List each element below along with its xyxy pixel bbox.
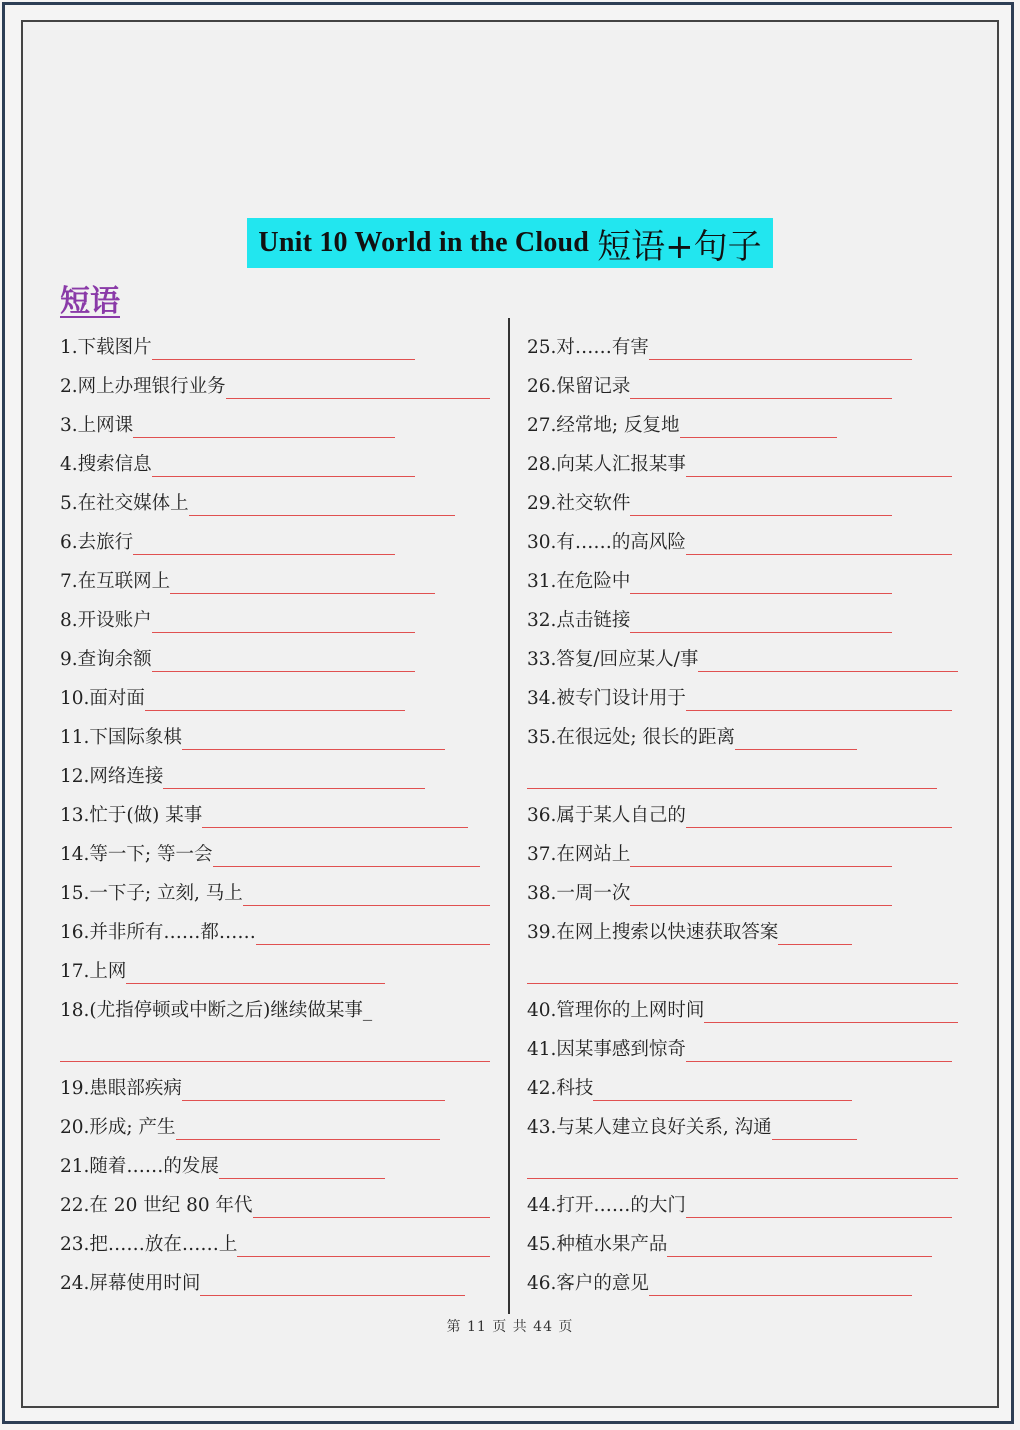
- phrase-row: [527, 402, 958, 441]
- phrase-prompt: 5.在社交媒体上: [60, 493, 189, 514]
- phrase-prompt: 15.一下子; 立刻, 马上: [60, 883, 243, 904]
- phrase-prompt: 7.在互联网上: [60, 571, 171, 592]
- phrase-row: [527, 363, 958, 402]
- phrase-row: [527, 1143, 958, 1182]
- answer-blank[interactable]: [630, 614, 892, 633]
- answer-blank[interactable]: [686, 1199, 952, 1218]
- phrase-row: [60, 1104, 490, 1143]
- phrase-prompt: 36.属于某人自己的: [527, 805, 686, 826]
- phrase-prompt: 11.下国际象棋: [60, 727, 182, 748]
- phrase-row: [527, 1221, 958, 1260]
- phrase-prompt: 38.一周一次: [527, 883, 631, 904]
- answer-blank[interactable]: [170, 575, 435, 594]
- phrase-row: [527, 1260, 958, 1299]
- answer-blank[interactable]: [686, 458, 952, 477]
- answer-blank[interactable]: [527, 770, 937, 789]
- phrase-prompt: 3.上网课: [60, 415, 134, 436]
- phrase-row: [527, 519, 958, 558]
- phrase-prompt: 19.患眼部疾病: [60, 1078, 182, 1099]
- answer-blank[interactable]: [200, 1277, 465, 1296]
- phrase-prompt: 22.在 20 世纪 80 年代: [60, 1195, 253, 1216]
- answer-blank[interactable]: [686, 809, 952, 828]
- phrase-row: [60, 324, 490, 363]
- phrase-row: [60, 519, 490, 558]
- phrase-prompt: 26.保留记录: [527, 376, 631, 397]
- phrase-row: [60, 558, 490, 597]
- right-phrase-column: [527, 324, 958, 1299]
- phrase-prompt: 20.形成; 产生: [60, 1117, 176, 1138]
- answer-blank[interactable]: [176, 1121, 440, 1140]
- phrase-row: [60, 753, 490, 792]
- phrase-prompt: 2.网上办理银行业务: [60, 376, 226, 397]
- page-footer: 第 11 页 共 44 页: [446, 1319, 574, 1335]
- phrase-row: [527, 714, 958, 753]
- answer-blank[interactable]: [630, 497, 892, 516]
- page-title: [247, 218, 773, 268]
- phrase-row: [60, 675, 490, 714]
- answer-blank[interactable]: [630, 575, 892, 594]
- phrase-row: [60, 870, 490, 909]
- answer-blank[interactable]: [189, 497, 455, 516]
- answer-blank[interactable]: [133, 419, 395, 438]
- title-english: Unit 10 World in the Cloud: [258, 227, 590, 258]
- answer-blank[interactable]: [152, 614, 415, 633]
- phrase-row: [527, 792, 958, 831]
- phrase-row: [60, 480, 490, 519]
- phrase-prompt: 44.打开……的大门: [527, 1195, 686, 1216]
- phrase-prompt: 18.(尤指停顿或中断之后)继续做某事_: [60, 1000, 373, 1021]
- phrase-prompt: 21.随着……的发展: [60, 1156, 219, 1177]
- answer-blank[interactable]: [630, 380, 892, 399]
- phrase-prompt: 32.点击链接: [527, 610, 631, 631]
- answer-blank[interactable]: [182, 731, 445, 750]
- answer-blank[interactable]: [698, 653, 958, 672]
- phrase-row: [527, 1182, 958, 1221]
- answer-blank[interactable]: [145, 692, 405, 711]
- phrase-row: [60, 402, 490, 441]
- phrase-row: [527, 831, 958, 870]
- answer-blank[interactable]: [649, 341, 912, 360]
- answer-blank[interactable]: [152, 458, 415, 477]
- answer-blank[interactable]: [735, 731, 857, 750]
- phrase-prompt: 31.在危险中: [527, 571, 631, 592]
- phrase-prompt: 45.种植水果产品: [527, 1234, 668, 1255]
- answer-blank[interactable]: [680, 419, 837, 438]
- answer-blank[interactable]: [60, 1043, 490, 1062]
- phrase-prompt: 28.向某人汇报某事: [527, 454, 686, 475]
- phrase-row: [527, 480, 958, 519]
- phrase-row: [60, 831, 490, 870]
- phrase-row: [60, 636, 490, 675]
- answer-blank[interactable]: [649, 1277, 912, 1296]
- phrase-prompt: 1.下载图片: [60, 337, 152, 358]
- phrase-row: [527, 441, 958, 480]
- answer-blank[interactable]: [778, 926, 852, 945]
- phrase-row: [60, 1182, 490, 1221]
- answer-blank[interactable]: [256, 926, 490, 945]
- phrase-row: [527, 1104, 958, 1143]
- column-divider: [508, 318, 510, 1314]
- phrase-row: [60, 948, 490, 987]
- phrase-row: [60, 714, 490, 753]
- phrase-prompt: 6.去旅行: [60, 532, 134, 553]
- answer-blank[interactable]: [243, 887, 490, 906]
- phrase-prompt: 24.屏幕使用时间: [60, 1273, 201, 1294]
- phrase-prompt: 40.管理你的上网时间: [527, 1000, 705, 1021]
- phrase-row: [527, 324, 958, 363]
- phrase-row: [60, 597, 490, 636]
- answer-blank[interactable]: [133, 536, 395, 555]
- answer-blank[interactable]: [163, 770, 425, 789]
- phrase-prompt: 30.有……的高风险: [527, 532, 686, 553]
- answer-blank[interactable]: [126, 965, 385, 984]
- answer-blank[interactable]: [772, 1121, 857, 1140]
- phrase-row: [527, 753, 958, 792]
- phrase-prompt: 35.在很远处; 很长的距离: [527, 727, 736, 748]
- section-heading: 短语: [60, 284, 120, 319]
- answer-blank[interactable]: [630, 887, 892, 906]
- answer-blank[interactable]: [237, 1238, 490, 1257]
- phrase-prompt: 25.对……有害: [527, 337, 649, 358]
- phrase-prompt: 17.上网: [60, 961, 127, 982]
- phrase-row: [60, 1143, 490, 1182]
- phrase-prompt: 39.在网上搜索以快速获取答案: [527, 922, 779, 943]
- answer-blank[interactable]: [686, 1043, 952, 1062]
- phrase-prompt: 23.把……放在……上: [60, 1234, 238, 1255]
- left-phrase-column: [60, 324, 490, 1299]
- phrase-row: [527, 636, 958, 675]
- phrase-row: [527, 1026, 958, 1065]
- phrase-row: [527, 870, 958, 909]
- answer-blank[interactable]: [226, 380, 490, 399]
- phrase-row: [527, 948, 958, 987]
- phrase-prompt: 4.搜索信息: [60, 454, 152, 475]
- phrase-prompt: 9.查询余额: [60, 649, 152, 670]
- phrase-prompt: 42.科技: [527, 1078, 594, 1099]
- answer-blank[interactable]: [686, 536, 952, 555]
- phrase-row: [527, 558, 958, 597]
- answer-blank[interactable]: [630, 848, 892, 867]
- phrase-row: [527, 675, 958, 714]
- phrase-prompt: 37.在网站上: [527, 844, 631, 865]
- answer-blank[interactable]: [667, 1238, 932, 1257]
- phrase-prompt: 16.并非所有……都……: [60, 922, 256, 943]
- answer-blank[interactable]: [593, 1082, 852, 1101]
- phrase-row: [527, 987, 958, 1026]
- phrase-prompt: 13.忙于(做) 某事: [60, 805, 203, 826]
- answer-blank[interactable]: [704, 1004, 958, 1023]
- phrase-row: [60, 1221, 490, 1260]
- phrase-row: [527, 597, 958, 636]
- phrase-prompt: 8.开设账户: [60, 610, 152, 631]
- phrase-prompt: 33.答复/回应某人/事: [527, 649, 699, 670]
- answer-blank[interactable]: [527, 965, 958, 984]
- phrase-prompt: 10.面对面: [60, 688, 145, 709]
- phrase-prompt: 34.被专门设计用于: [527, 688, 686, 709]
- phrase-row: [60, 441, 490, 480]
- phrase-prompt: 43.与某人建立良好关系, 沟通: [527, 1117, 772, 1138]
- phrase-row: [60, 363, 490, 402]
- phrase-row: [527, 909, 958, 948]
- answer-blank[interactable]: [152, 653, 415, 672]
- phrase-prompt: 46.客户的意见: [527, 1273, 649, 1294]
- answer-blank[interactable]: [213, 848, 480, 867]
- phrase-prompt: 27.经常地; 反复地: [527, 415, 680, 436]
- answer-blank[interactable]: [527, 1160, 958, 1179]
- answer-blank[interactable]: [253, 1199, 490, 1218]
- phrase-row: [527, 1065, 958, 1104]
- phrase-row: [60, 792, 490, 831]
- title-chinese: 短语+句子: [597, 226, 762, 267]
- phrase-row: [60, 987, 490, 1026]
- answer-blank[interactable]: [152, 341, 415, 360]
- phrase-prompt: 41.因某事感到惊奇: [527, 1039, 686, 1060]
- phrase-row: [60, 1260, 490, 1299]
- phrase-row: [60, 1065, 490, 1104]
- phrase-prompt: 29.社交软件: [527, 493, 631, 514]
- answer-blank[interactable]: [219, 1160, 385, 1179]
- phrase-row: [60, 909, 490, 948]
- answer-blank[interactable]: [202, 809, 468, 828]
- phrase-prompt: 12.网络连接: [60, 766, 164, 787]
- answer-blank[interactable]: [182, 1082, 445, 1101]
- phrase-row: [60, 1026, 490, 1065]
- answer-blank[interactable]: [686, 692, 952, 711]
- phrase-prompt: 14.等一下; 等一会: [60, 844, 213, 865]
